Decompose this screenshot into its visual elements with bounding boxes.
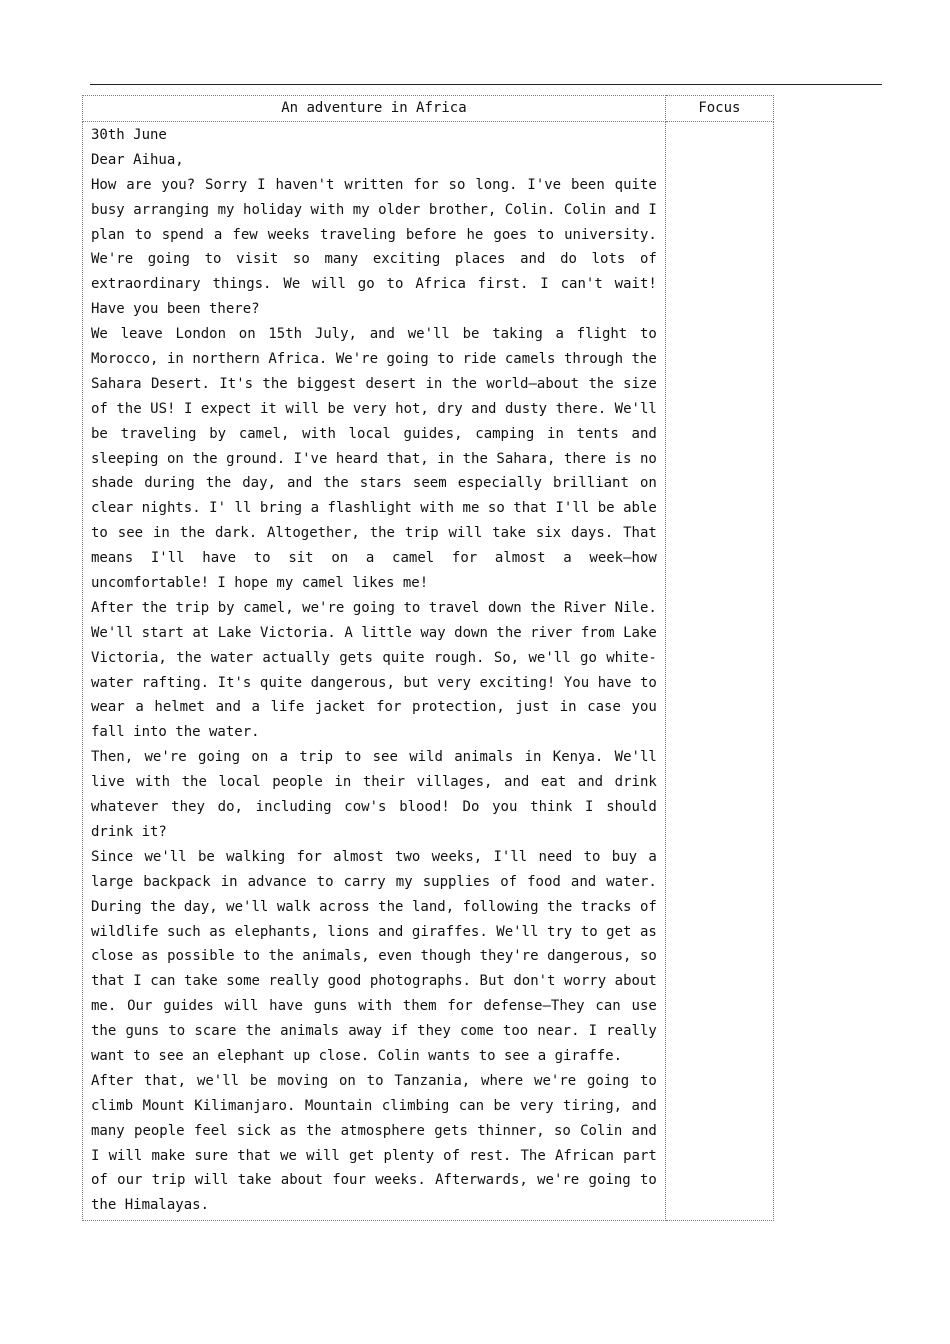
passage-line: plan to spend a few weeks traveling before he goes to university. bbox=[91, 226, 657, 243]
passage-line: uncomfortable! I hope my camel likes me! bbox=[91, 575, 429, 592]
passage-line: Dear Aihua, bbox=[91, 151, 184, 168]
header-rule bbox=[90, 84, 882, 85]
table-header-row bbox=[83, 96, 774, 122]
passage-line: 30th June bbox=[91, 127, 167, 143]
passage-line: During the day, we'll walk across the land, following the tracks of bbox=[91, 898, 657, 915]
focus-notes-cell bbox=[665, 122, 773, 1221]
passage-line: water rafting. It's quite dangerous, but very exciting! You have to bbox=[91, 674, 657, 691]
passage-line: that I can take some really good photographs. But don't worry about bbox=[91, 973, 657, 990]
passage-line: want to see an elephant up close. Colin wants to see a giraffe. bbox=[91, 1047, 623, 1064]
passage-line: After that, we'll be moving on to Tanzania, where we're going to bbox=[91, 1072, 657, 1089]
passage-line: Sahara Desert. It's the biggest desert in the world—about the size bbox=[91, 375, 657, 392]
table-body-row bbox=[83, 122, 774, 1221]
passage-line: close as possible to the animals, even though they're dangerous, so bbox=[91, 948, 657, 965]
passage-line: extraordinary things. We will go to Africa first. I can't wait! bbox=[91, 276, 657, 293]
passage-line: fall into the water. bbox=[91, 724, 260, 741]
passage-line: We're going to visit so many exciting places and do lots of bbox=[91, 251, 657, 268]
passage-line: climb Mount Kilimanjaro. Mountain climbing can be very tiring, and bbox=[91, 1097, 657, 1114]
passage-line: the guns to scare the animals away if they come too near. I really bbox=[91, 1023, 657, 1040]
passage-line: How are you? Sorry I haven't written for so long. I've been quite bbox=[91, 176, 657, 193]
passage-line: me. Our guides will have guns with them for defense—They can use bbox=[91, 998, 657, 1015]
passage-line: Have you been there? bbox=[91, 301, 260, 318]
passage-line: be traveling by camel, with local guides, camping in tents and bbox=[91, 425, 657, 442]
passage-text-cell bbox=[83, 122, 666, 1221]
passage-line: large backpack in advance to carry my supplies of food and water. bbox=[91, 873, 657, 890]
passage-line: Morocco, in northern Africa. We're going to ride camels through the bbox=[91, 351, 657, 368]
passage-line: Then, we're going on a trip to see wild animals in Kenya. We'll bbox=[91, 749, 657, 766]
passage-line: I will make sure that we will get plenty of rest. The African part bbox=[91, 1147, 657, 1164]
passage-line: means I'll have to sit on a camel for almost a week—how bbox=[91, 550, 657, 567]
passage-line: of our trip will take about four weeks. Afterwards, we're going to bbox=[91, 1172, 657, 1189]
passage-line: to see in the dark. Altogether, the trip will take six days. That bbox=[91, 525, 657, 542]
passage-line: clear nights. I' ll bring a flashlight with me so that I'll be able bbox=[91, 500, 657, 517]
passage-line: many people feel sick as the atmosphere gets thinner, so Colin and bbox=[91, 1122, 657, 1139]
passage-title: An adventure in Africa bbox=[83, 96, 666, 122]
passage-line: shade during the day, and the stars seem especially brilliant on bbox=[91, 475, 657, 492]
passage-line: the Himalayas. bbox=[91, 1197, 210, 1214]
passage-line: whatever they do, including cow's blood! Do you think I should bbox=[91, 799, 657, 816]
passage-line: After the trip by camel, we're going to travel down the River Nile. bbox=[91, 599, 657, 616]
passage-line: drink it? bbox=[91, 823, 167, 840]
passage-line: sleeping on the ground. I've heard that, in the Sahara, there is no bbox=[91, 450, 657, 467]
passage-line: wildlife such as elephants, lions and giraffes. We'll try to get as bbox=[91, 923, 657, 940]
passage-line: wear a helmet and a life jacket for protection, just in case you bbox=[91, 699, 657, 716]
passage-line: We leave London on 15th July, and we'll be taking a flight to bbox=[91, 326, 657, 343]
passage-line: busy arranging my holiday with my older brother, Colin. Colin and I bbox=[91, 201, 657, 218]
passage-line: Since we'll be walking for almost two weeks, I'll need to buy a bbox=[91, 848, 657, 865]
passage-line: We'll start at Lake Victoria. A little way down the river from Lake bbox=[91, 624, 657, 641]
focus-column-header: Focus bbox=[665, 96, 773, 122]
passage-line: live with the local people in their villages, and eat and drink bbox=[91, 774, 657, 791]
reading-table bbox=[82, 95, 774, 1221]
passage-line: of the US! I expect it will be very hot, dry and dusty there. We'll bbox=[91, 400, 657, 417]
passage-line: Victoria, the water actually gets quite rough. So, we'll go white- bbox=[91, 649, 657, 666]
passage-text bbox=[91, 123, 657, 1218]
